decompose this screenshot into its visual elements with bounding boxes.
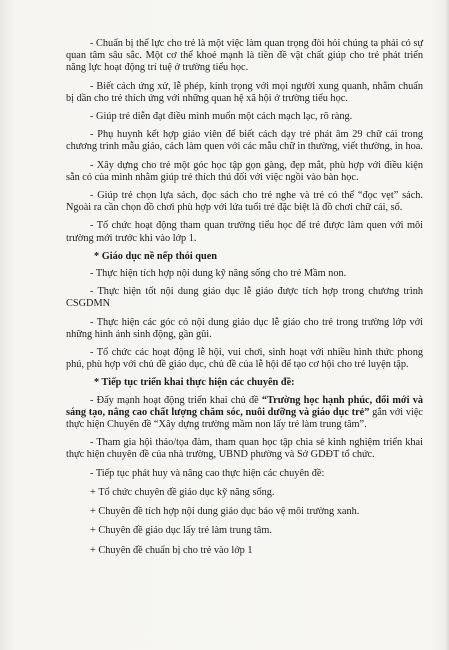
section-heading-habits: * Giáo dục nề nếp thói quen (94, 250, 218, 262)
list-item: - Thực hiện các góc có nội dung giáo dục lễ giáo cho trẻ trong trường lớp với những hình ảnh sinh động, gần gũi. (66, 316, 423, 340)
paragraph-manners: - Biết cách ứng xử, lễ phép, kính trọng với mọi người xung quanh, nhằm chuẩn bị dần cho trẻ thích ứng với những quan hệ xã hội ở trường tiểu học. (66, 80, 423, 104)
text-segment: - Đẩy mạnh hoạt động triển khai chủ đề (90, 394, 262, 406)
list-item: + Tổ chức chuyên đề giáo dục kỹ năng sống. (90, 486, 275, 498)
scan-shadow-edge (445, 0, 449, 650)
paragraph-school-visit: - Tổ chức hoạt động tham quan trường tiểu học để trẻ được làm quen với môi trường mới trước khi vào lớp 1. (66, 220, 423, 244)
paragraph-continue: - Tiếp tục phát huy và nâng cao thực hiện các chuyên đề: (90, 467, 325, 479)
document-body (66, 38, 423, 564)
list-item: + Chuyên đề tích hợp nội dung giáo dục bảo vệ môi trường xanh. (90, 506, 360, 518)
paragraph-books-toys: - Giúp trẻ chọn lựa sách, đọc sách cho trẻ nghe và trẻ có thể “đọc vẹt” sách. Ngoài ra cần chọn đồ chơi phù hợp với lứa tuổi trẻ đặc biệt là đồ chơi chữ cái, số. (66, 190, 423, 214)
list-item: - Thực hiện tích hợp nội dung kỹ năng sống cho trẻ Mầm non. (90, 268, 347, 280)
paragraph-seminar: - Tham gia hội thảo/tọa đàm, tham quan học tập chia sẻ kinh nghiệm triển khai thực hiện chuyên đề của nhà trường, UBND phường và Sở GDĐT tổ chức. (66, 437, 423, 461)
text-segment: gắn với việc thực hiện Chuyên đề “Xây dựng trường mầm non lấy trẻ làm trung tâm”. (66, 406, 423, 431)
list-item: + Chuyên đề chuẩn bị cho trẻ vào lớp 1 (90, 544, 253, 556)
paragraph-alphabet: - Phụ huynh kết hợp giáo viên để biết cách dạy trẻ phát âm 29 chữ cái trong chương trình mẫu giáo, cách làm quen với các mẫu chữ in thường, viết thường, in hoa. (66, 129, 423, 153)
paragraph-physical-prep: - Chuẩn bị thể lực cho trẻ là một việc làm quan trọng đòi hỏi chúng ta phải có sự quan tâm sâu sắc. Một cơ thể khoẻ mạnh là tiền đề vật chất giúp cho trẻ phát triển năng lực hoạt động trí tuệ ở trường tiểu học. (66, 38, 423, 74)
list-item: + Chuyên đề giáo dục lấy trẻ làm trung tâm. (90, 525, 272, 537)
section-heading-topics: * Tiếp tục triển khai thực hiện các chuyên đề: (94, 377, 295, 389)
paragraph-expression: - Giúp trẻ diễn đạt điều mình muốn một cách mạch lạc, rõ ràng. (90, 111, 353, 123)
bold-text-segment: “Trường học hạnh phúc, đổi mới và sáng tạo, nâng cao chất lượng chăm sóc, nuôi dưỡng và giáo dục trẻ” (66, 394, 423, 418)
list-item: - Thực hiện tốt nội dung giáo dục lễ giáo được tích hợp trong chương trình CSGDMN (66, 286, 423, 310)
paragraph-happy-school (66, 395, 423, 432)
paragraph-study-corner: - Xây dựng cho trẻ một góc học tập gọn gàng, đẹp mắt, phù hợp với điều kiện sẵn có của mình nhằm giúp trẻ thích thú đối với việc ngồi vào bàn học. (66, 159, 423, 183)
list-item: - Tổ chức các hoạt động lễ hội, vui chơi, sinh hoạt với nhiều hình thức phong phú, phù hợp với chủ đề giáo dục, chủ đề của lễ hội để tạo cơ hội cho trẻ luyện tập. (66, 347, 423, 371)
